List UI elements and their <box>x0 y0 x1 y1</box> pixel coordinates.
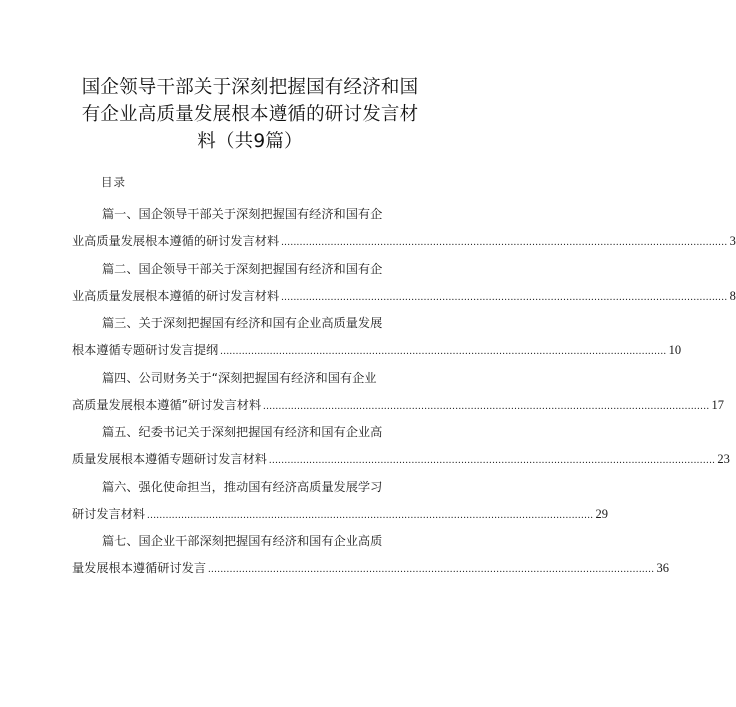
toc-entry-3[interactable] <box>72 309 682 364</box>
toc-entry-title: 篇一、国企领导干部关于深刻把握国有经济和国有企 <box>102 207 383 221</box>
dot-leader: ................................................................................................................................................ <box>220 346 667 357</box>
toc-entry-6[interactable] <box>72 473 609 528</box>
toc-entry-title: 篇二、国企领导干部关于深刻把握国有经济和国有企 <box>102 261 383 276</box>
toc-entry-title-end: 根本遵循专题研讨发言提纲 <box>72 343 219 357</box>
toc-entry-continuation <box>72 396 725 416</box>
toc-entry-title: 篇五、纪委书记关于深刻把握国有经济和国有企业高 <box>102 425 383 439</box>
toc-entry-5[interactable] <box>72 418 730 473</box>
toc-entry-title-end: 高质量发展根本遵循”研讨发言材料 <box>72 397 262 412</box>
toc-entry-1[interactable] <box>72 200 736 255</box>
toc-heading: 目录 <box>101 175 126 189</box>
dot-leader: ................................................................................................................................................ <box>269 455 716 466</box>
title-line: 料（共9篇） <box>197 131 303 152</box>
toc-entry-title-end: 质量发展根本遵循专题研讨发言材料 <box>72 452 267 466</box>
toc-entry-continuation <box>72 232 736 252</box>
toc-entry-title: 篇三、关于深刻把握国有经济和国有企业高质量发展 <box>102 316 383 330</box>
toc-page-number: 36 <box>656 561 669 575</box>
toc-page-number: 17 <box>711 397 725 412</box>
toc-page-number: 29 <box>595 506 609 521</box>
toc-entry-continuation <box>72 450 730 470</box>
dot-leader: ................................................................................................................................................ <box>281 291 728 303</box>
toc-entry-title-end: 研讨发言材料 <box>72 506 146 521</box>
toc-entry-title-end: 业高质量发展根本遵循的研讨发言材料 <box>72 234 280 248</box>
toc-entry-4[interactable] <box>72 364 725 419</box>
dot-leader: ................................................................................................................................................ <box>281 237 728 248</box>
toc-entry-title: 篇四、公司财务关于“深刻把握国有经济和国有企业 <box>102 370 377 385</box>
toc-entry-title: 篇七、国企业干部深刻把握国有经济和国有企业高质 <box>102 534 383 548</box>
toc-entry-title: 篇六、强化使命担当，推动国有经济高质量发展学习 <box>102 479 383 494</box>
toc-page-number: 23 <box>717 452 730 466</box>
toc-entry-continuation <box>72 341 682 361</box>
dot-leader: ................................................................................................................................................ <box>208 564 655 575</box>
table-of-contents <box>72 200 736 582</box>
toc-entry-continuation <box>72 559 669 579</box>
toc-entry-title-end: 业高质量发展根本遵循的研讨发言材料 <box>72 288 280 303</box>
toc-page-number: 10 <box>668 343 682 357</box>
dot-leader: ................................................................................................................................................ <box>263 400 710 412</box>
toc-entry-2[interactable] <box>72 255 736 310</box>
document-title <box>70 74 430 155</box>
toc-entry-7[interactable] <box>72 527 669 582</box>
toc-page-number: 8 <box>729 288 736 303</box>
dot-leader: ................................................................................................................................................ <box>147 509 594 521</box>
toc-entry-continuation <box>72 505 609 525</box>
toc-page-number: 3 <box>729 234 736 248</box>
toc-entry-title-end: 量发展根本遵循研讨发言 <box>72 561 207 575</box>
title-line: 国企领导干部关于深刻把握国有经济和国 <box>81 77 419 98</box>
title-line: 有企业高质量发展根本遵循的研讨发言材 <box>81 104 419 125</box>
toc-entry-continuation <box>72 287 736 307</box>
